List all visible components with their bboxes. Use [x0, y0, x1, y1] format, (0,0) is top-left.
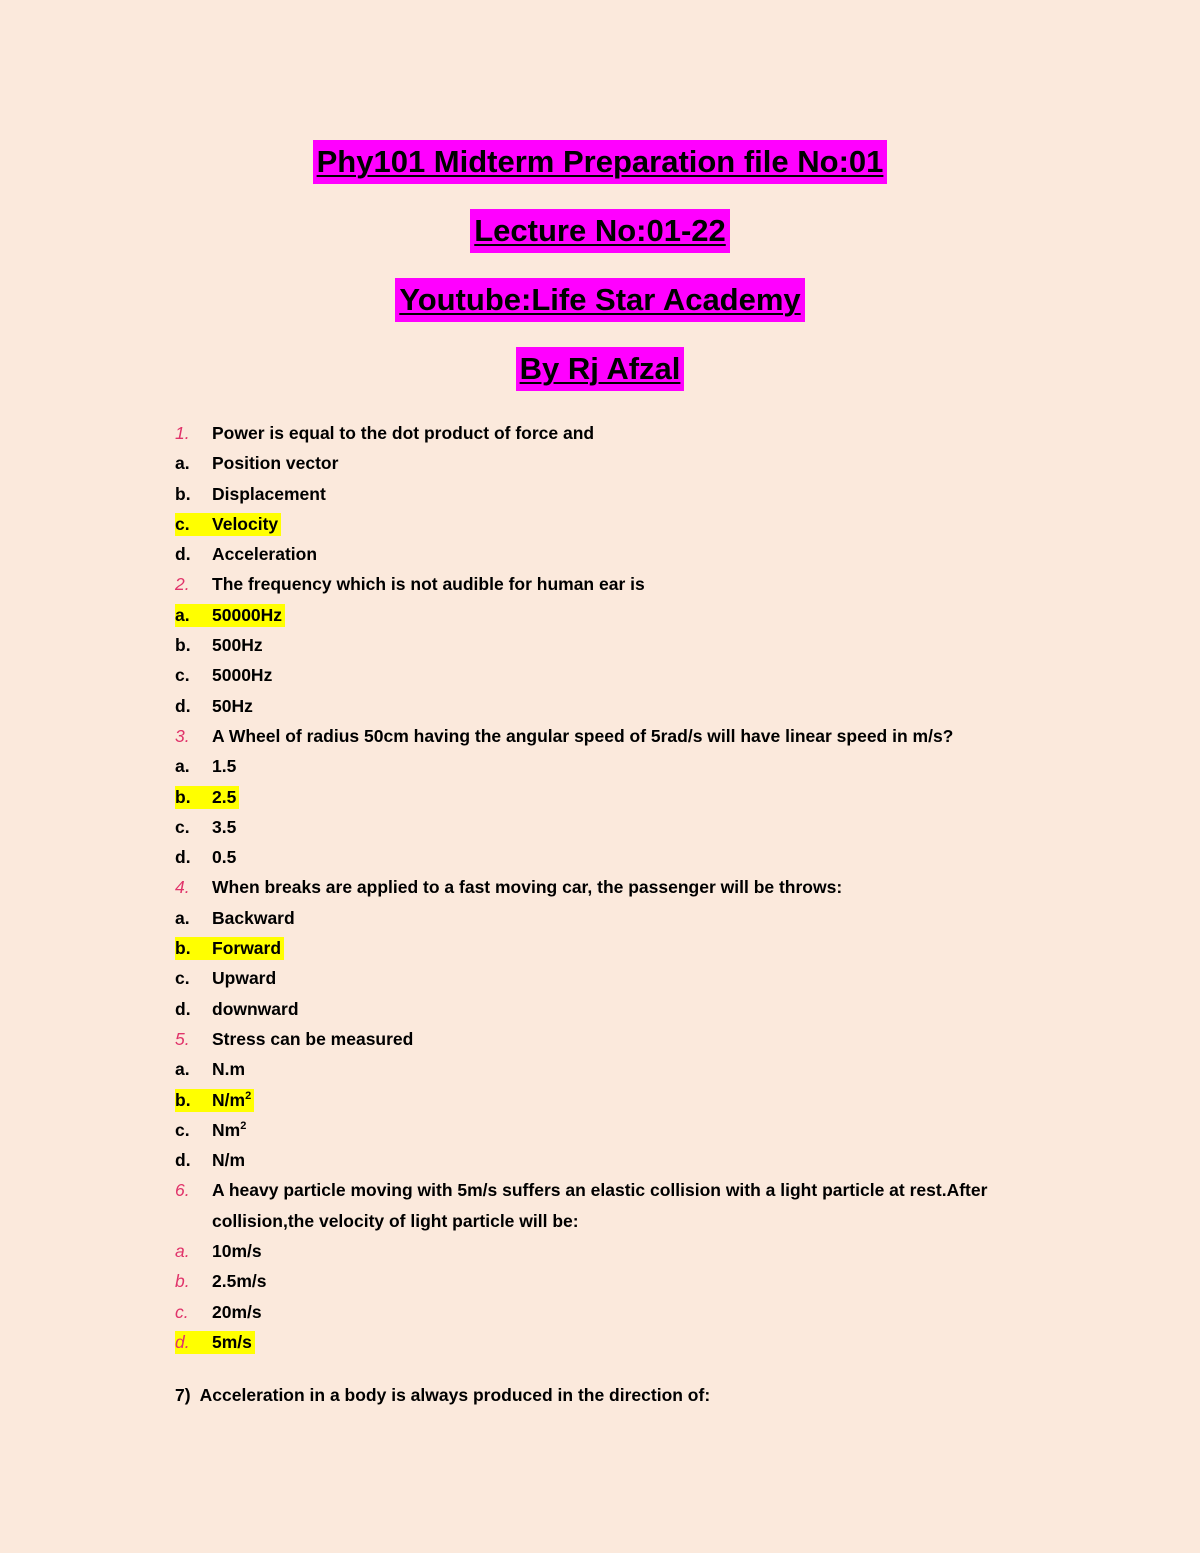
option-text — [212, 963, 276, 993]
option-label: a. — [175, 604, 190, 625]
superscript: 2 — [240, 1120, 247, 1132]
option-b — [175, 933, 1075, 963]
option-d — [175, 539, 1075, 569]
superscript: 2 — [245, 1089, 252, 1102]
option-value: 10m/s — [212, 1241, 262, 1262]
option-text — [212, 751, 236, 781]
question-number: 2. — [175, 574, 190, 595]
question-list — [175, 418, 1075, 1357]
option-text — [212, 782, 236, 812]
question-3 — [175, 721, 1075, 751]
option-value: 2.5 — [212, 786, 237, 807]
question-number: 3. — [175, 725, 190, 746]
option-text — [212, 1327, 252, 1357]
option-value: 500Hz — [212, 635, 263, 656]
option-label: b. — [175, 938, 191, 959]
option-label: b. — [175, 483, 191, 504]
option-label: c. — [175, 1119, 190, 1140]
option-text — [212, 994, 299, 1024]
option-d — [175, 691, 1075, 721]
option-b — [175, 479, 1075, 509]
option-text — [212, 448, 338, 478]
option-value: Velocity — [212, 513, 279, 534]
option-label: b. — [175, 635, 191, 656]
question-text: Acceleration in a body is always produced in the direction of: — [199, 1385, 711, 1405]
option-value: 0.5 — [212, 847, 237, 868]
option-b — [175, 630, 1075, 660]
option-value: 5000Hz — [212, 665, 273, 686]
option-a — [175, 448, 1075, 478]
option-a — [175, 751, 1075, 781]
option-label: b. — [175, 1271, 190, 1292]
option-value: Displacement — [212, 483, 326, 504]
option-text — [212, 903, 295, 933]
option-text — [212, 1085, 251, 1115]
option-label: d. — [175, 1150, 191, 1171]
option-value: N.m — [212, 1059, 246, 1080]
question-6 — [175, 1175, 1075, 1236]
option-value: Acceleration — [212, 544, 318, 565]
option-label: c. — [175, 968, 190, 989]
question-1 — [175, 418, 1075, 448]
option-value: Forward — [212, 938, 282, 959]
option-a — [175, 1236, 1075, 1266]
option-label: c. — [175, 1301, 189, 1322]
question-text: When breaks are applied to a fast moving car, the passenger will be throws: — [212, 877, 843, 898]
author: By Rj Afzal — [516, 347, 685, 391]
option-b — [175, 782, 1075, 812]
lecture-range: Lecture No:01-22 — [470, 209, 730, 253]
option-value: N/m — [212, 1150, 246, 1171]
option-label: d. — [175, 1331, 190, 1352]
option-text — [212, 1266, 266, 1296]
option-label: a. — [175, 1059, 190, 1080]
option-value: 20m/s — [212, 1301, 262, 1322]
question-number: 6. — [175, 1180, 190, 1201]
option-value: 50Hz — [212, 695, 253, 716]
option-value: downward — [212, 998, 299, 1019]
option-label: c. — [175, 665, 190, 686]
option-label: a. — [175, 1241, 190, 1262]
option-text — [212, 842, 236, 872]
option-label: a. — [175, 756, 190, 777]
option-a — [175, 903, 1075, 933]
question-2 — [175, 569, 1075, 599]
option-b — [175, 1085, 1075, 1115]
option-text — [212, 812, 236, 842]
option-text — [212, 600, 282, 630]
option-value: Upward — [212, 968, 277, 989]
option-value: 1.5 — [212, 756, 237, 777]
option-value: Nm — [212, 1119, 241, 1140]
option-text — [212, 539, 317, 569]
option-text — [212, 660, 272, 690]
option-c — [175, 963, 1075, 993]
option-text — [212, 1054, 245, 1084]
option-value: N/m — [212, 1089, 246, 1110]
question-number: 5. — [175, 1028, 190, 1049]
option-label: a. — [175, 453, 190, 474]
option-text — [212, 1236, 262, 1266]
option-label: d. — [175, 998, 191, 1019]
option-d — [175, 1145, 1075, 1175]
option-value: 2.5m/s — [212, 1271, 267, 1292]
option-text — [212, 691, 253, 721]
document-title: Phy101 Midterm Preparation file No:01 — [313, 140, 888, 184]
option-c — [175, 509, 1075, 539]
option-label: c. — [175, 513, 190, 534]
question-number: 4. — [175, 877, 190, 898]
question-number: 7) — [175, 1385, 191, 1405]
question-7 — [175, 1380, 710, 1410]
option-text — [212, 933, 281, 963]
option-value: Position vector — [212, 453, 339, 474]
question-5 — [175, 1024, 1075, 1054]
option-label: b. — [175, 786, 191, 807]
option-label: d. — [175, 544, 191, 565]
question-text: A Wheel of radius 50cm having the angular speed of 5rad/s will have linear speed in m/s? — [212, 725, 954, 746]
option-value: 3.5 — [212, 816, 237, 837]
option-label: a. — [175, 907, 190, 928]
question-4 — [175, 872, 1075, 902]
option-text — [212, 1145, 245, 1175]
option-text — [212, 479, 326, 509]
question-number: 1. — [175, 423, 190, 443]
option-label: b. — [175, 1089, 191, 1110]
option-c — [175, 660, 1075, 690]
question-text: Power is equal to the dot product of force and — [212, 423, 595, 443]
option-d — [175, 842, 1075, 872]
option-b — [175, 1266, 1075, 1296]
option-c — [175, 812, 1075, 842]
option-value: 50000Hz — [212, 604, 283, 625]
youtube-channel: Youtube:Life Star Academy — [395, 278, 804, 322]
question-text: A heavy particle moving with 5m/s suffers an elastic collision with a light particle at rest.After collision,the velocity of light particle will be: — [212, 1180, 988, 1231]
option-value: 5m/s — [212, 1331, 252, 1352]
option-text — [212, 1297, 262, 1327]
option-a — [175, 600, 1075, 630]
document-header — [0, 140, 1200, 416]
option-d — [175, 1327, 1075, 1357]
question-text: The frequency which is not audible for human ear is — [212, 574, 645, 595]
option-value: Backward — [212, 907, 295, 928]
option-text — [212, 1115, 246, 1145]
option-text — [212, 630, 263, 660]
option-label: d. — [175, 847, 191, 868]
option-c — [175, 1297, 1075, 1327]
option-d — [175, 994, 1075, 1024]
option-label: d. — [175, 695, 191, 716]
option-c — [175, 1115, 1075, 1145]
option-a — [175, 1054, 1075, 1084]
option-text — [212, 509, 278, 539]
question-text: Stress can be measured — [212, 1028, 414, 1049]
option-label: c. — [175, 816, 190, 837]
